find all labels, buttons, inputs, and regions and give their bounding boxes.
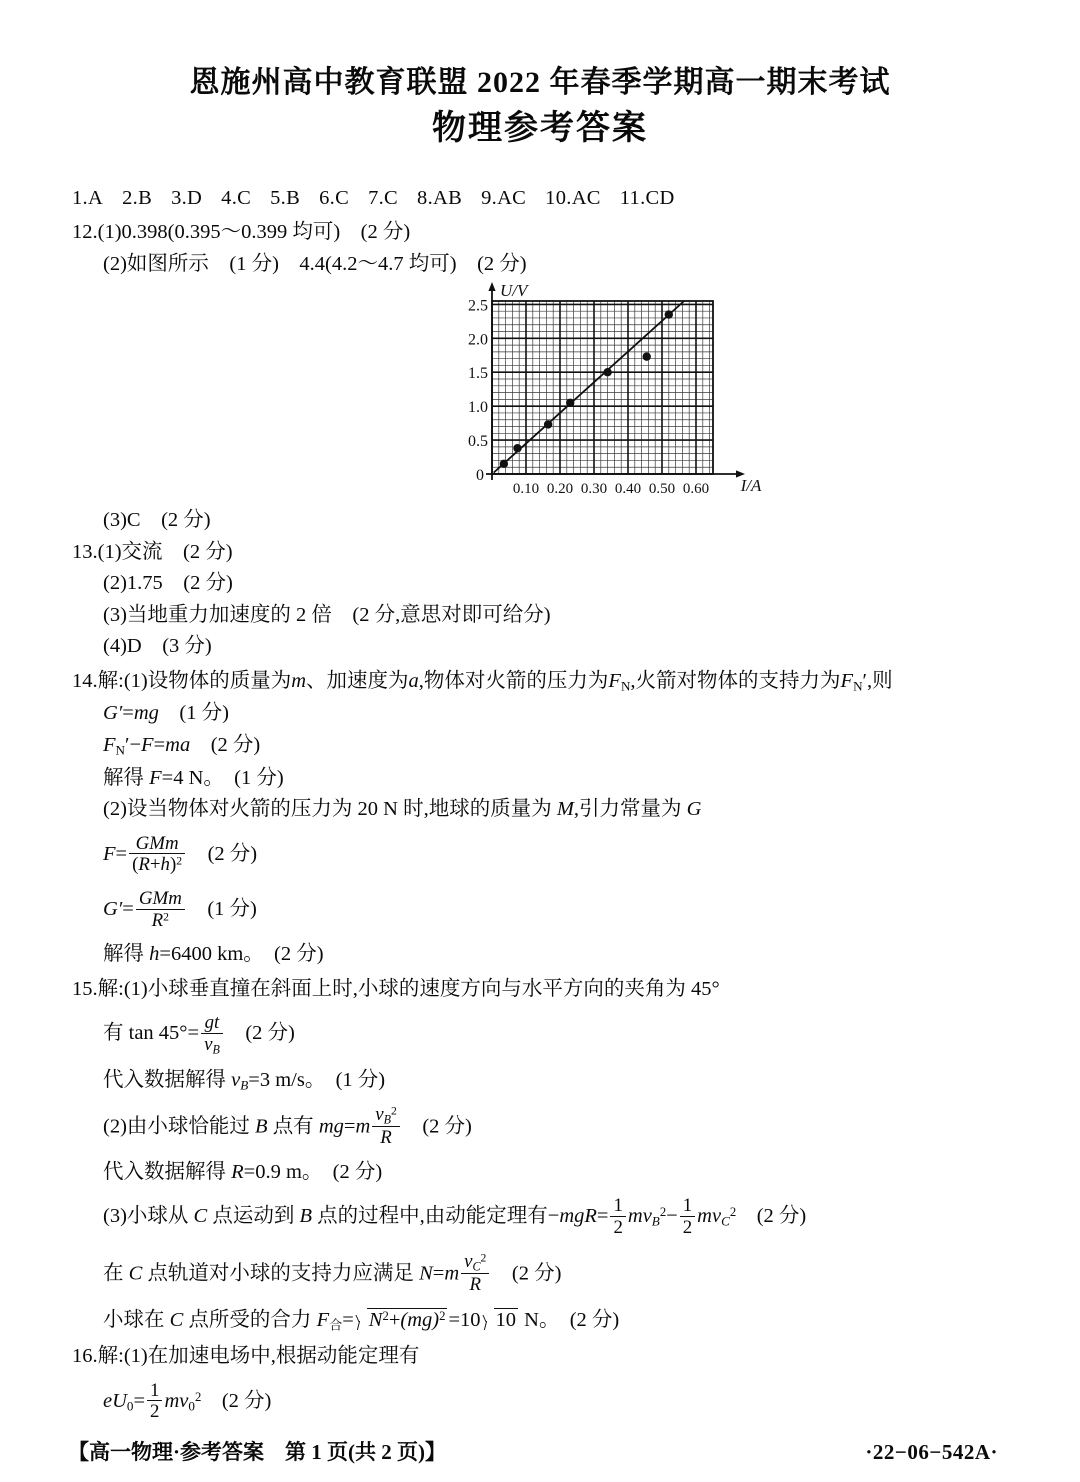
- q15-e6-C: C: [128, 1261, 143, 1284]
- choice-number: 9.: [481, 186, 498, 209]
- q15-e3-denominator: R: [380, 1127, 392, 1149]
- q14-eq3: [103, 768, 1008, 789]
- q15-e6-num-sub: C: [472, 1259, 481, 1274]
- chart-x-axis-label: I/A: [740, 476, 762, 496]
- q14-eq1-lhs: G′: [103, 702, 123, 725]
- choice-number: 10.: [545, 186, 572, 209]
- q15-e6-numerator: [461, 1252, 489, 1274]
- choice-value: A: [87, 186, 104, 209]
- q15-e5-minus2: −: [666, 1205, 678, 1228]
- q15-e3-numerator: [372, 1105, 400, 1127]
- choice-answer-item: [270, 187, 300, 209]
- q15-e4-equals: =: [243, 1160, 256, 1183]
- q15-e3-score: (2 分): [422, 1115, 472, 1138]
- q15-e3-prefix: (2)由小球恰能过: [103, 1115, 256, 1138]
- choice-answer-item: [368, 187, 398, 209]
- q14-stem-text-a: 14.解:(1)设物体的质量为: [72, 669, 292, 692]
- q16-e1-mv: mv: [164, 1389, 189, 1412]
- q14-eq1: [103, 703, 1008, 724]
- q16-eq1: [103, 1381, 1008, 1422]
- q15-eq5: [103, 1196, 1008, 1237]
- q14-f3-period: 。: [243, 943, 254, 966]
- q14-f1-denominator: [129, 854, 185, 875]
- q15-e1-denominator: [201, 1034, 223, 1056]
- q15-e5-prefix: (3)小球从: [103, 1205, 194, 1228]
- q14-eq3-value: 4 N: [173, 766, 204, 789]
- q15-e6-fraction: [461, 1252, 489, 1295]
- chart-y-tick-label: 2.0: [468, 331, 488, 349]
- q15-e1-numerator: gt: [201, 1013, 223, 1034]
- q15-e7-rad-N: N: [368, 1309, 383, 1332]
- q15-e1-den-v: v: [204, 1033, 213, 1055]
- q15-e5-mv-pow: 2: [659, 1205, 667, 1220]
- q14-part2-text-a: (2)设当物体对火箭的压力为 20 N 时,地球的质量为: [103, 798, 557, 821]
- q14-f1-den-h: h: [160, 854, 170, 876]
- q14-var-FN-sub: N: [620, 678, 631, 694]
- q16-e1-e: e: [103, 1389, 113, 1412]
- q12-part2: (2)如图所示 (1 分) 4.4(4.2～4.7 均可) (2 分): [103, 252, 527, 275]
- q15-e7-sqrt1: [355, 1308, 448, 1331]
- q16-e1-U: U: [112, 1389, 127, 1412]
- choice-answer-item: [319, 187, 349, 209]
- q15-e5-minus: −: [547, 1205, 560, 1228]
- q14-eq2-F: F: [103, 733, 116, 756]
- q14-stem-text-d: ,火箭对物体的支持力为: [630, 669, 841, 692]
- q15-e7-rad-mg: (mg): [400, 1309, 440, 1332]
- q16-e1-mv-pow: 2: [194, 1389, 202, 1404]
- choice-answer-item: [171, 187, 202, 209]
- q16-e1-U-sub: 0: [126, 1398, 134, 1414]
- q14-f1-lhs: F: [103, 842, 116, 865]
- q14-f2-lhs: G′: [103, 897, 123, 920]
- q15-e2-v-sub: B: [240, 1077, 249, 1093]
- choice-answer-item: [417, 187, 462, 209]
- q15-e3-mg: mg: [318, 1115, 344, 1138]
- q16-e1-half: [147, 1381, 162, 1422]
- q16-e1-mv-sub: 0: [188, 1398, 195, 1414]
- q15-eq1: [103, 1013, 1008, 1056]
- q15-e3-mid: 点有: [267, 1115, 319, 1138]
- chart-x-tick-label: 0.20: [546, 481, 574, 498]
- q15-e5-mv-sub: B: [651, 1214, 660, 1230]
- chart-data-point: [544, 420, 552, 428]
- choice-answer-row: [72, 188, 1008, 209]
- q14-stem-text-c: ,物体对火箭的压力为: [418, 669, 609, 692]
- q15-e5-mgR: mgR: [559, 1205, 597, 1228]
- q14-f3-h: h: [149, 943, 160, 966]
- q15-e5-half1: [610, 1196, 625, 1237]
- choice-number: 1.: [72, 186, 88, 209]
- footer-left-text: 【高一物理·参考答案 第 1 页(共 2 页)】: [68, 1440, 446, 1464]
- q14-stem-text-b: 、加速度为: [306, 669, 409, 692]
- answers-body: [0, 188, 1080, 1422]
- q15-e1-prefix: 有 tan 45°: [103, 1022, 188, 1045]
- q15-e6-prefix: 在: [103, 1261, 129, 1284]
- footer-paper-code: ·22−06−542A·: [865, 1440, 998, 1464]
- q15-e5-C: C: [193, 1205, 208, 1228]
- q13-part1: 13.(1)交流 (2 分): [72, 540, 233, 563]
- q14-eq2-F-sub: N: [115, 742, 125, 758]
- q15-e2-equals: =: [248, 1068, 260, 1091]
- chart-x-tick-label: 0.60: [682, 481, 710, 498]
- q14-f1-den-open: (: [132, 854, 139, 876]
- q14-var-M: M: [556, 798, 574, 821]
- iv-characteristic-chart: [458, 274, 788, 506]
- q15-e5-mid1: 点运动到: [207, 1205, 300, 1228]
- q15-e7-score: (2 分): [569, 1309, 620, 1332]
- q15-e2-prefix: 代入数据解得: [103, 1068, 232, 1091]
- q15-eq3: [103, 1105, 1008, 1148]
- q14-part2-text-b: ,引力常量为: [573, 798, 687, 821]
- choice-value: C: [384, 186, 399, 209]
- q15-eq4: [103, 1162, 1008, 1183]
- q15-e3-m: m: [355, 1115, 371, 1138]
- choice-value: C: [237, 186, 252, 209]
- q15-e3-B: B: [255, 1115, 268, 1138]
- q14-f2-denominator: [136, 910, 185, 931]
- q15-e4-period: 。: [301, 1160, 313, 1183]
- q16-stem: 16.解:(1)在加速电场中,根据动能定理有: [72, 1345, 420, 1368]
- chart-major-gridlines: [492, 301, 713, 474]
- choice-answer-item: [122, 187, 152, 209]
- choice-value: B: [286, 186, 301, 209]
- q14-f2-score: (1 分): [207, 897, 257, 920]
- q15-e7-C: C: [169, 1309, 184, 1332]
- q15-e4-value: 0.9 m: [255, 1160, 302, 1183]
- q15-e6-N: N: [419, 1261, 433, 1284]
- q14-f3-equals: =: [159, 943, 171, 966]
- q15-e5-mv2-pow: 2: [729, 1205, 737, 1220]
- q15-e7-rad-N-pow: 2: [382, 1309, 389, 1324]
- q15-e3-num-pow: 2: [391, 1105, 397, 1119]
- q15-e4-score: (2 分): [332, 1160, 383, 1183]
- q15-e7-F-sub: 合: [329, 1317, 343, 1333]
- chart-data-point: [566, 399, 574, 407]
- y-axis-arrow-icon: [488, 282, 495, 291]
- q15-e1-fraction: [201, 1013, 223, 1056]
- q15-e4-R: R: [231, 1160, 244, 1183]
- chart-data-point: [603, 368, 611, 376]
- q14-part2-stem: [103, 799, 1008, 820]
- q14-prime: ′: [862, 669, 868, 692]
- choice-answer-item: [221, 187, 251, 209]
- q14-var-G: G: [686, 798, 702, 821]
- q15-e3-fraction: [372, 1105, 400, 1148]
- q15-e7-rad-mg-pow: 2: [439, 1309, 446, 1324]
- q14-var-FN: F: [608, 669, 621, 692]
- q15-e2-score: (1 分): [335, 1068, 386, 1091]
- q15-e7-F: F: [316, 1309, 330, 1332]
- q15-e5-mid2: 点的过程中,由动能定理有: [312, 1205, 548, 1228]
- q15-e6-score: (2 分): [511, 1261, 562, 1284]
- chart-y-tick-label: 2.5: [468, 297, 488, 315]
- chart-y-tick-label: 0: [476, 467, 484, 485]
- q15-e7-prefix: 小球在: [103, 1309, 170, 1332]
- q15-e6-mid: 点轨道对小球的支持力应满足: [142, 1261, 420, 1284]
- q15-e7-sqrt2: [482, 1308, 519, 1331]
- q16-e1-half-num: 1: [147, 1381, 162, 1402]
- q15-e5-half2-den: 2: [682, 1217, 693, 1239]
- q15-e2-value: 3 m/s: [259, 1068, 305, 1091]
- q14-f3-prefix: 解得: [103, 943, 150, 966]
- q15-e7-period: 。: [538, 1309, 550, 1332]
- q15-e3-equals: =: [343, 1115, 356, 1138]
- q15-e5-equals: =: [596, 1205, 609, 1228]
- q14-f1-den-pow: 2: [176, 854, 183, 868]
- chart-data-point: [643, 353, 651, 361]
- q15-e3-num-sub: B: [383, 1112, 391, 1127]
- q14-f1-equals: =: [115, 842, 128, 865]
- q14-formula2: [103, 889, 1008, 930]
- q14-var-m: m: [291, 669, 307, 692]
- chart-data-point: [513, 444, 521, 452]
- q14-var-FN2-sub: N: [853, 678, 863, 694]
- q14-eq3-equals: =: [161, 766, 174, 789]
- chart-y-tick-label: 1.5: [468, 365, 488, 383]
- q15-e6-num-v: v: [464, 1250, 473, 1272]
- q14-eq1-score: (1 分): [179, 702, 229, 725]
- q15-e7-radicand2: 10: [495, 1309, 517, 1332]
- chart-y-tick-label: 1.0: [468, 399, 488, 417]
- choice-value: C: [335, 186, 350, 209]
- q15-e2-period: 。: [304, 1068, 316, 1091]
- q12-part3: (3)C (2 分): [103, 509, 211, 532]
- q15-e7-unit: N: [519, 1309, 539, 1332]
- chart-svg: [458, 274, 788, 506]
- choice-answer-item: [545, 187, 601, 209]
- choice-value: AB: [433, 186, 463, 209]
- q15-eq6: [103, 1252, 1008, 1295]
- q15-e4-prefix: 代入数据解得: [103, 1160, 232, 1183]
- q14-f2-equals: =: [122, 897, 134, 920]
- chart-x-tick-label: 0.30: [580, 481, 608, 498]
- q15-e7-ten: 10: [460, 1309, 481, 1332]
- q15-e6-denominator: R: [469, 1273, 482, 1295]
- choice-number: 2.: [122, 186, 139, 209]
- q15-e5-half1-den: 2: [613, 1217, 623, 1239]
- q15-e7-equals1: =: [342, 1309, 354, 1332]
- q14-f3-value: 6400 km: [170, 943, 244, 966]
- chart-x-tick-label: 0.10: [512, 481, 540, 498]
- q15-e5-half2: [680, 1196, 695, 1237]
- q14-f1-den-plus: +: [149, 854, 161, 876]
- q14-f2-den-R: R: [151, 909, 164, 931]
- q13-part3: (3)当地重力加速度的 2 倍 (2 分,意思对即可给分): [103, 603, 551, 626]
- choice-number: 7.: [368, 186, 385, 209]
- q15-stem: 15.解:(1)小球垂直撞在斜面上时,小球的速度方向与水平方向的夹角为 45°: [72, 977, 720, 1000]
- q15-e1-equals: =: [187, 1022, 200, 1045]
- q15-eq2: [103, 1070, 1008, 1092]
- choice-number: 4.: [221, 186, 238, 209]
- choice-number: 6.: [319, 186, 336, 209]
- q15-e7-rad-plus: +: [388, 1309, 401, 1332]
- q14-eq3-F: F: [149, 766, 162, 789]
- choice-answer-item: [620, 187, 675, 209]
- q16-e1-score: (2 分): [221, 1389, 272, 1412]
- q14-eq2-F2: F: [141, 733, 154, 756]
- choice-value: B: [138, 186, 153, 209]
- q14-eq3-score: (1 分): [234, 766, 284, 789]
- choice-number: 8.: [417, 186, 434, 209]
- page-title: 恩施州高中教育联盟 2022 年春季学期高一期末考试: [189, 66, 891, 99]
- q15-e5-half2-num: 1: [680, 1196, 695, 1217]
- q14-eq1-rhs: mg: [133, 702, 159, 725]
- q15-e6-m: m: [444, 1261, 460, 1284]
- q13-part4: (4)D (3 分): [103, 635, 212, 658]
- q15-e5-mv2-sub: C: [721, 1214, 730, 1230]
- q15-e7-equals2: =: [448, 1309, 461, 1332]
- choice-value: D: [187, 186, 203, 209]
- choice-number: 5.: [270, 186, 287, 209]
- q15-e7-mid: 点所受的合力: [183, 1309, 317, 1332]
- q12-part1: 12.(1)0.398(0.395～0.399 均可) (2 分): [72, 221, 411, 244]
- q14-eq2-rhs: ma: [165, 733, 191, 756]
- q14-f3-score: (2 分): [274, 943, 324, 966]
- q14-eq1-equals: =: [122, 702, 134, 725]
- chart-y-tick-label: 0.5: [468, 433, 488, 451]
- q15-e3-num-v: v: [375, 1104, 384, 1126]
- q15-e5-score: (2 分): [756, 1205, 807, 1228]
- q14-eq3-period: 。: [203, 766, 214, 789]
- q15-e6-num-pow: 2: [480, 1251, 487, 1265]
- chart-minor-gridlines: [492, 301, 713, 474]
- q14-f2-fraction: [136, 889, 185, 930]
- q14-f2-den-pow: 2: [163, 910, 170, 924]
- choice-answer-item: [72, 187, 103, 209]
- q14-eq2-equals: =: [153, 733, 166, 756]
- q14-var-FN2: F: [840, 669, 854, 692]
- chart-data-point: [665, 310, 673, 318]
- choice-answer-item: [481, 187, 526, 209]
- q14-f1-den-close: ): [169, 854, 177, 876]
- choice-number: 11.: [619, 186, 646, 209]
- chart-plot-border: [492, 301, 713, 474]
- q14-eq2-minus: −: [129, 733, 142, 756]
- q14-eq2-prime: ′: [125, 733, 130, 756]
- choice-number: 3.: [171, 186, 188, 209]
- chart-y-axis-label: U/V: [500, 281, 528, 301]
- chart-x-tick-label: 0.40: [614, 481, 642, 498]
- chart-x-tick-label: 0.50: [648, 481, 676, 498]
- page-footer: [0, 1436, 1080, 1466]
- q14-eq2-score: (2 分): [210, 733, 261, 756]
- q14-formula3: [103, 944, 1008, 965]
- q15-e1-den-sub: B: [212, 1042, 220, 1057]
- q16-e1-equals: =: [133, 1389, 146, 1412]
- q15-e7-radicand1: [367, 1308, 448, 1331]
- q14-eq3-prefix: 解得: [103, 766, 150, 789]
- q13-part2: (2)1.75 (2 分): [103, 572, 233, 595]
- chart-x-tick-labels: [513, 481, 709, 497]
- q15-e6-equals: =: [432, 1261, 445, 1284]
- q14-stem: [72, 671, 1008, 693]
- q15-e5-mv2: mv: [697, 1205, 722, 1228]
- q14-var-a: a: [408, 669, 419, 692]
- q14-eq2: [103, 735, 1008, 757]
- chart-y-tick-labels: [468, 297, 488, 484]
- q14-f1-fraction: [129, 834, 185, 875]
- page-subtitle: 物理参考答案: [432, 109, 648, 147]
- choice-value: AC: [571, 186, 601, 209]
- q15-e5-B: B: [299, 1205, 312, 1228]
- q15-e5-half1-num: 1: [610, 1196, 625, 1217]
- q14-f2-numerator: GMm: [136, 889, 185, 910]
- chart-data-point: [500, 460, 508, 468]
- choice-value: CD: [645, 186, 675, 209]
- q14-stem-text-e: ,则: [867, 669, 893, 692]
- q15-e5-mv: mv: [627, 1205, 652, 1228]
- choice-value: AC: [497, 186, 527, 209]
- q15-e1-score: (2 分): [245, 1022, 295, 1045]
- q15-e2-v: v: [231, 1068, 241, 1091]
- q15-eq7: [103, 1308, 1008, 1332]
- q14-f1-den-R: R: [138, 854, 150, 876]
- q14-f1-numerator: GMm: [129, 834, 185, 855]
- q16-e1-half-den: 2: [150, 1401, 160, 1423]
- q14-formula1: [103, 834, 1008, 875]
- q14-f1-score: (2 分): [207, 842, 258, 865]
